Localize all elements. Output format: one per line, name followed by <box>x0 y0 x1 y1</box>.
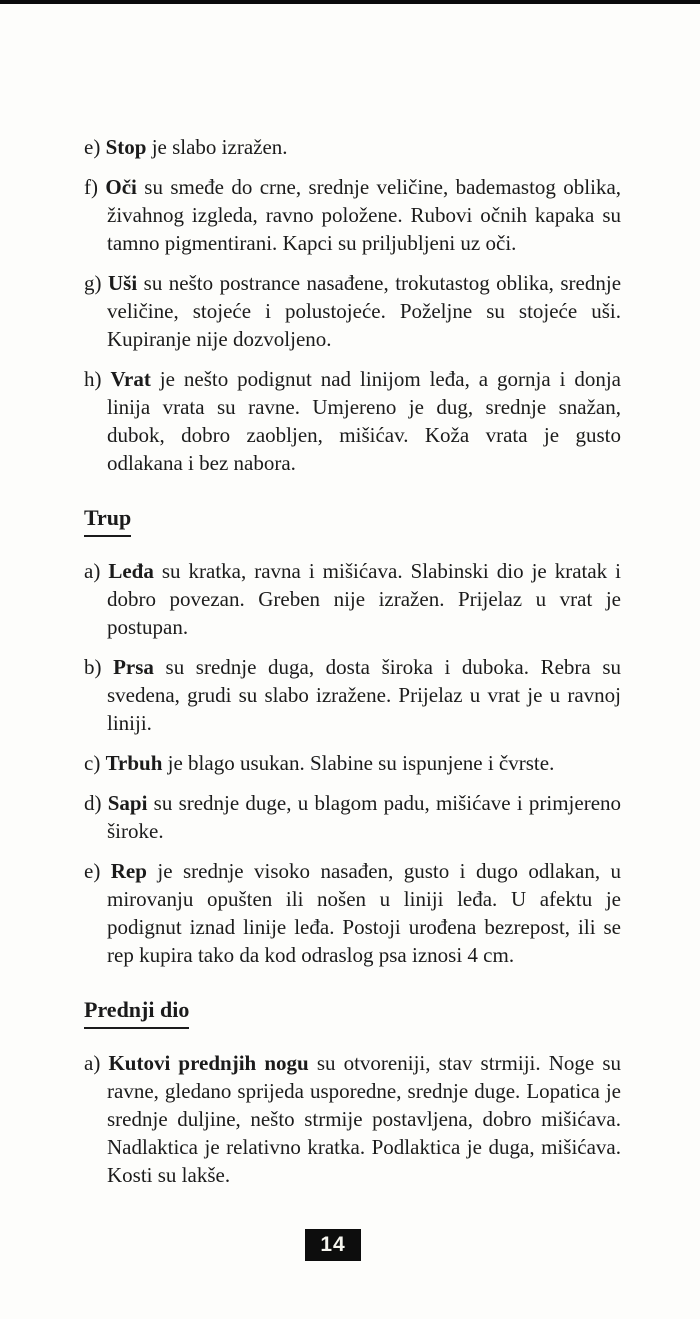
item-term: Oči <box>105 175 137 199</box>
item-letter: e) <box>84 859 101 883</box>
item-letter: g) <box>84 271 102 295</box>
list-item <box>84 173 621 257</box>
item-letter: a) <box>84 1051 101 1075</box>
item-term: Kutovi prednjih nogu <box>108 1051 309 1075</box>
item-text: su otvoreniji, stav strmiji. Noge su ravne, gledano sprijeda usporedne, srednje duge. Lopatica je srednje duljine, nešto strmije postavljena, dobro mišićava. Nadlaktica je relativno kratka. Podlaktica je duga, mišićava. Kosti su lakše. <box>107 1051 622 1187</box>
item-letter: a) <box>84 559 101 583</box>
list-item <box>84 653 621 737</box>
section-heading-text: Prednji dio <box>84 995 189 1029</box>
item-text: je srednje visoko nasađen, gusto i dugo odlakan, u mirovanju opušten ili nošen u liniji leđa. U afektu je podignut iznad linije leđa. Postoji urođena bezrepost, ili se rep kupira tako da kod odraslog psa iznosi 4 cm. <box>107 859 622 967</box>
section-heading-text: Trup <box>84 503 131 537</box>
list-item <box>84 557 621 641</box>
item-term: Uši <box>107 271 138 295</box>
item-text: je slabo izražen. <box>151 135 288 159</box>
item-text: su smeđe do crne, srednje veličine, bademastog oblika, živahnog izgleda, ravno položene. Rubovi očnih kapaka su tamno pigmentirani. Kapci su priljubljeni uz oči. <box>107 175 622 255</box>
item-text: su kratka, ravna i mišićava. Slabinski dio je kratak i dobro povezan. Greben nije izražen. Prijelaz u vrat je postupan. <box>107 559 622 639</box>
item-letter: d) <box>84 791 102 815</box>
item-letter: h) <box>84 367 102 391</box>
list-item <box>84 269 621 353</box>
item-letter: f) <box>84 175 98 199</box>
scan-edge-artifact <box>0 0 700 4</box>
list-item <box>84 789 621 845</box>
item-term: Stop <box>105 135 147 159</box>
page-number: 14 <box>320 1233 346 1256</box>
page-number-badge <box>305 1229 361 1261</box>
item-letter: c) <box>84 751 101 775</box>
list-item <box>84 365 621 477</box>
item-term: Vrat <box>110 367 151 391</box>
item-text: su srednje duge, u blagom padu, mišićave i primjereno široke. <box>107 791 622 843</box>
item-text: su srednje duga, dosta široka i duboka. Rebra su svedena, grudi su slabo izražene. Prijelaz u vrat je u ravnoj liniji. <box>107 655 621 735</box>
item-term: Prsa <box>113 655 154 679</box>
item-term: Rep <box>110 859 147 883</box>
item-text: su nešto postrance nasađene, trokutastog oblika, srednje veličine, stojeće i polustojeće. Poželjne su stojeće uši. Kupiranje nije dozvoljeno. <box>107 271 622 351</box>
item-text: je nešto podignut nad linijom leđa, a gornja i donja linija vrata su ravne. Umjereno je dug, srednje snažan, dubok, dobro zaobljen, mišićav. Koža vrata je gusto odlakana i bez nabora. <box>107 367 622 475</box>
list-item <box>84 857 621 969</box>
section-heading-prednji-dio <box>84 995 621 1029</box>
list-item <box>84 749 621 777</box>
list-item <box>84 1049 621 1189</box>
item-term: Trbuh <box>105 751 163 775</box>
section-heading-trup <box>84 503 621 537</box>
item-letter: b) <box>84 655 102 679</box>
page-body <box>84 133 621 1201</box>
item-letter: e) <box>84 135 101 159</box>
list-item <box>84 133 621 161</box>
item-text: je blago usukan. Slabine su ispunjene i čvrste. <box>167 751 555 775</box>
item-term: Leđa <box>108 559 154 583</box>
item-term: Sapi <box>107 791 148 815</box>
